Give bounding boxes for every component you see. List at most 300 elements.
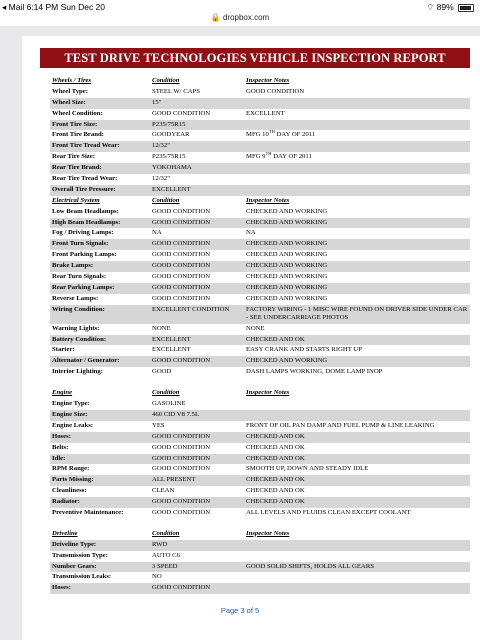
row-condition: GOOD CONDITION bbox=[152, 465, 211, 473]
row-label: Warning Lights: bbox=[52, 324, 100, 332]
row-notes: FRONT OF OIL PAN DAMP AND FUEL PUMP & LINE LEAKING bbox=[246, 421, 435, 429]
table-cell bbox=[152, 508, 246, 519]
row-notes: CHECKED AND WORKING bbox=[246, 251, 328, 259]
row-condition: GOOD bbox=[152, 368, 172, 376]
table-row bbox=[50, 163, 470, 174]
column-heading: Condition bbox=[152, 389, 180, 397]
row-notes: CHECKED AND OK bbox=[246, 487, 305, 495]
row-label: Fog / Driving Lamps: bbox=[52, 229, 114, 237]
row-condition: NONE bbox=[152, 324, 171, 332]
row-label: Interior Lighting: bbox=[52, 368, 103, 376]
table-cell bbox=[152, 228, 246, 239]
table-cell bbox=[52, 454, 152, 465]
row-notes: CHECKED AND WORKING bbox=[246, 218, 328, 226]
table-cell bbox=[52, 152, 152, 163]
row-condition: GOOD CONDITION bbox=[152, 251, 211, 259]
column-heading: Wheels / Tires bbox=[52, 77, 92, 84]
table-cell bbox=[52, 486, 152, 497]
row-condition: GOOD CONDITION bbox=[152, 262, 211, 270]
battery-fill bbox=[460, 6, 471, 10]
row-condition: P235/75R15 bbox=[152, 153, 186, 161]
table-cell bbox=[152, 562, 246, 573]
table-cell bbox=[246, 109, 470, 120]
table-row bbox=[50, 261, 470, 272]
table-cell bbox=[152, 109, 246, 120]
row-condition: 12/32" bbox=[152, 175, 170, 183]
row-notes: CHECKED AND WORKING bbox=[246, 273, 328, 281]
table-cell bbox=[152, 261, 246, 272]
row-condition: GOOD CONDITION bbox=[152, 357, 211, 365]
row-label: Transmission Leaks: bbox=[52, 573, 112, 581]
table-cell bbox=[246, 239, 470, 250]
row-notes: CHECKED AND WORKING bbox=[246, 283, 328, 291]
row-label: Rear Tire Size: bbox=[52, 153, 95, 161]
table-cell bbox=[52, 540, 152, 551]
table-cell bbox=[52, 497, 152, 508]
row-notes: CHECKED AND OK bbox=[246, 476, 305, 484]
page-indicator: Page 3 of 5 bbox=[220, 606, 260, 615]
table-row bbox=[50, 207, 470, 218]
row-label: Front Tire Size: bbox=[52, 120, 98, 128]
column-heading: Inspector Notes bbox=[246, 389, 290, 397]
row-condition: GOODYEAR bbox=[152, 131, 190, 139]
row-notes: ALL LEVELS AND FLUIDS CLEAN EXCEPT COOLANT bbox=[246, 508, 411, 516]
row-notes: EASY CRANK AND STARTS RIGHT UP bbox=[246, 346, 362, 354]
table-cell bbox=[246, 464, 470, 475]
row-condition: 460 CID V8 7.5L bbox=[152, 410, 200, 418]
row-notes: CHECKED AND WORKING bbox=[246, 357, 328, 365]
row-label: Battery Condition: bbox=[52, 335, 107, 343]
table-cell bbox=[52, 130, 152, 141]
table-row bbox=[50, 239, 470, 250]
row-label: RPM Range: bbox=[52, 465, 90, 473]
row-label: Alternator / Generator: bbox=[52, 357, 120, 365]
table-row bbox=[50, 324, 470, 335]
table-row bbox=[50, 87, 470, 98]
row-notes: NONE bbox=[246, 324, 265, 332]
table-cell bbox=[152, 486, 246, 497]
table-cell bbox=[246, 130, 470, 141]
table-cell bbox=[152, 464, 246, 475]
row-label: Starter: bbox=[52, 346, 75, 354]
table-row bbox=[50, 109, 470, 120]
table-row bbox=[50, 250, 470, 261]
table-row bbox=[50, 551, 470, 562]
row-notes: NA bbox=[246, 229, 256, 237]
table-cell bbox=[152, 324, 246, 335]
row-condition: GOOD CONDITION bbox=[152, 432, 211, 440]
table-row bbox=[50, 228, 470, 239]
table-cell bbox=[152, 551, 246, 562]
table-cell bbox=[52, 185, 152, 196]
row-label: Transmission Type: bbox=[52, 551, 108, 559]
table-cell bbox=[152, 443, 246, 454]
table-cell bbox=[152, 529, 246, 540]
table-cell bbox=[152, 335, 246, 346]
row-label: Overall Tire Pressure: bbox=[52, 185, 116, 193]
row-label: Front Turn Signals: bbox=[52, 240, 109, 248]
table-cell bbox=[52, 551, 152, 562]
row-label: Preventive Maintenance: bbox=[52, 508, 124, 516]
table-cell bbox=[52, 272, 152, 283]
row-notes: CHECKED AND OK bbox=[246, 443, 305, 451]
table-cell bbox=[152, 410, 246, 421]
table-cell bbox=[152, 239, 246, 250]
table-row bbox=[50, 272, 470, 283]
table-cell bbox=[52, 120, 152, 131]
row-condition: GOOD CONDITION bbox=[152, 508, 211, 516]
row-label: Front Tire Brand: bbox=[52, 131, 104, 139]
table-cell bbox=[52, 76, 152, 87]
table-cell bbox=[52, 356, 152, 367]
table-cell bbox=[52, 207, 152, 218]
table-row bbox=[50, 399, 470, 410]
row-label: Cleanliness: bbox=[52, 487, 87, 495]
table-cell bbox=[152, 583, 246, 594]
table-cell bbox=[246, 294, 470, 305]
row-label: Driveline Type: bbox=[52, 540, 97, 548]
table-cell bbox=[152, 76, 246, 87]
table-cell bbox=[152, 399, 246, 410]
row-label: Belts: bbox=[52, 443, 69, 451]
table-row bbox=[50, 410, 470, 421]
battery-icon bbox=[458, 4, 474, 12]
table-cell bbox=[246, 508, 470, 519]
column-heading: Condition bbox=[152, 529, 180, 537]
table-cell bbox=[246, 388, 470, 399]
table-cell bbox=[246, 562, 470, 573]
column-heading: Inspector Notes bbox=[246, 77, 290, 84]
table-cell bbox=[152, 306, 246, 315]
table-cell bbox=[152, 345, 246, 356]
table-cell bbox=[152, 294, 246, 305]
table-row bbox=[50, 305, 470, 324]
table-cell bbox=[152, 283, 246, 294]
table-cell bbox=[152, 572, 246, 583]
table-cell bbox=[52, 388, 152, 399]
row-notes: MFG 10TH DAY OF 2011 bbox=[246, 130, 316, 139]
table-row bbox=[50, 475, 470, 486]
table-cell bbox=[152, 475, 246, 486]
table-cell bbox=[246, 454, 470, 465]
table-cell bbox=[52, 464, 152, 475]
table-cell bbox=[52, 87, 152, 98]
section-header bbox=[50, 76, 470, 87]
table-cell bbox=[152, 120, 246, 131]
table-cell bbox=[152, 272, 246, 283]
table-cell bbox=[246, 207, 470, 218]
table-cell bbox=[246, 345, 470, 356]
table-row bbox=[50, 464, 470, 475]
table-row bbox=[50, 583, 470, 594]
table-row bbox=[50, 562, 470, 573]
table-cell bbox=[52, 98, 152, 109]
table-cell bbox=[52, 562, 152, 573]
row-condition: RWD bbox=[152, 540, 168, 548]
table-cell bbox=[152, 388, 246, 399]
table-cell bbox=[246, 272, 470, 283]
table-cell bbox=[246, 306, 470, 323]
table-cell bbox=[246, 443, 470, 454]
row-notes: CHECKED AND WORKING bbox=[246, 294, 328, 302]
table-row bbox=[50, 345, 470, 356]
row-label: Number Gears: bbox=[52, 562, 97, 570]
table-cell bbox=[52, 306, 152, 315]
table-cell bbox=[152, 141, 246, 152]
table-row bbox=[50, 454, 470, 465]
table-cell bbox=[52, 141, 152, 152]
table-cell bbox=[246, 324, 470, 335]
column-heading: Condition bbox=[152, 196, 180, 204]
row-condition: GOOD CONDITION bbox=[152, 283, 211, 291]
row-notes: EXCELLENT bbox=[246, 109, 285, 117]
table-row bbox=[50, 294, 470, 305]
row-condition: EXCELLENT bbox=[152, 335, 191, 343]
row-condition: GOOD CONDITION bbox=[152, 294, 211, 302]
row-condition: GOOD CONDITION bbox=[152, 584, 211, 592]
table-cell bbox=[52, 443, 152, 454]
table-cell bbox=[152, 207, 246, 218]
row-condition: YES bbox=[152, 421, 165, 429]
column-heading: Inspector Notes bbox=[246, 196, 290, 204]
row-label: Radiator: bbox=[52, 498, 80, 506]
table-cell bbox=[152, 98, 246, 109]
table-cell bbox=[152, 497, 246, 508]
row-condition: P235/75R15 bbox=[152, 120, 186, 128]
table-row bbox=[50, 432, 470, 443]
row-condition: STEEL W/ CAPS bbox=[152, 87, 200, 95]
row-condition: GOOD CONDITION bbox=[152, 454, 211, 462]
table-cell bbox=[52, 410, 152, 421]
address-bar[interactable] bbox=[0, 13, 480, 25]
table-cell bbox=[246, 367, 470, 378]
table-row bbox=[50, 486, 470, 497]
table-row bbox=[50, 572, 470, 583]
row-notes: DASH LAMPS WORKING, DOME LAMP INOP bbox=[246, 368, 383, 376]
report-title: TEST DRIVE TECHNOLOGIES VEHICLE INSPECTION REPORT bbox=[40, 48, 470, 68]
battery-percent: 89% bbox=[436, 2, 454, 12]
row-label: Rear Tire Tread Wear: bbox=[52, 175, 118, 183]
inspection-table bbox=[50, 76, 470, 594]
row-label: Front Parking Lamps: bbox=[52, 251, 117, 259]
table-cell bbox=[246, 421, 470, 432]
table-cell bbox=[52, 421, 152, 432]
table-row bbox=[50, 98, 470, 109]
row-condition: EXCELLENT CONDITION bbox=[152, 305, 230, 313]
table-row bbox=[50, 497, 470, 508]
row-label: Rear Turn Signals: bbox=[52, 273, 107, 281]
row-notes: MFG 9TH DAY OF 2011 bbox=[246, 152, 312, 161]
row-label: Rear Parking Lamps: bbox=[52, 283, 115, 291]
table-cell bbox=[52, 163, 152, 174]
row-condition: EXCELLENT bbox=[152, 185, 191, 193]
table-row bbox=[50, 283, 470, 294]
row-condition: NO bbox=[152, 573, 162, 581]
table-cell bbox=[246, 76, 470, 87]
table-cell bbox=[152, 421, 246, 432]
section-header bbox=[50, 529, 470, 540]
row-label: Brake Lamps: bbox=[52, 262, 94, 270]
table-cell bbox=[52, 174, 152, 185]
url-text: dropbox.com bbox=[222, 13, 270, 22]
table-cell bbox=[246, 486, 470, 497]
row-label: Parts Missing: bbox=[52, 476, 94, 484]
row-label: Reverse Lamps: bbox=[52, 294, 99, 302]
row-condition: GOOD CONDITION bbox=[152, 207, 211, 215]
row-notes: CHECKED AND WORKING bbox=[246, 240, 328, 248]
table-cell bbox=[152, 174, 246, 185]
table-cell bbox=[246, 497, 470, 508]
row-condition: NA bbox=[152, 229, 162, 237]
row-condition: 3 SPEED bbox=[152, 562, 178, 570]
section-spacer bbox=[50, 519, 470, 529]
status-right bbox=[426, 2, 474, 13]
row-label: Idle: bbox=[52, 454, 66, 462]
table-cell bbox=[52, 250, 152, 261]
table-cell bbox=[246, 432, 470, 443]
table-cell bbox=[52, 432, 152, 443]
row-label: Low Beam Headlamps: bbox=[52, 207, 119, 215]
section-header bbox=[50, 388, 470, 399]
row-notes: CHECKED AND OK bbox=[246, 454, 305, 462]
row-label: Engine Type: bbox=[52, 400, 90, 408]
table-cell bbox=[52, 261, 152, 272]
table-cell bbox=[52, 196, 152, 207]
row-label: Front Tire Tread Wear: bbox=[52, 142, 120, 150]
table-cell bbox=[52, 283, 152, 294]
table-row bbox=[50, 540, 470, 551]
row-notes: CHECKED AND WORKING bbox=[246, 207, 328, 215]
row-notes: GOOD CONDITION bbox=[246, 87, 305, 95]
row-condition: ALL PRESENT bbox=[152, 476, 196, 484]
table-cell bbox=[152, 454, 246, 465]
row-label: Engine Size: bbox=[52, 410, 88, 418]
table-cell bbox=[52, 239, 152, 250]
status-left: ◂ Mail 6:14 PM Sun Dec 20 bbox=[2, 2, 106, 12]
table-cell bbox=[152, 185, 246, 196]
row-label: Wiring Condition: bbox=[52, 305, 105, 313]
table-row bbox=[50, 335, 470, 346]
column-heading: Electrical System bbox=[52, 196, 100, 204]
row-label: Hoses: bbox=[52, 432, 71, 440]
row-label: Wheel Type: bbox=[52, 87, 88, 95]
table-row bbox=[50, 508, 470, 519]
table-cell bbox=[52, 583, 152, 594]
table-cell bbox=[246, 87, 470, 98]
section-header bbox=[50, 196, 470, 207]
row-condition: EXCELLENT bbox=[152, 346, 191, 354]
table-row bbox=[50, 443, 470, 454]
table-row bbox=[50, 421, 470, 432]
table-cell bbox=[246, 218, 470, 229]
row-condition: AUTO C6 bbox=[152, 551, 180, 559]
row-condition: CLEAN bbox=[152, 487, 175, 495]
table-cell bbox=[246, 196, 470, 207]
table-cell bbox=[246, 228, 470, 239]
table-cell bbox=[246, 356, 470, 367]
table-cell bbox=[152, 163, 246, 174]
table-cell bbox=[152, 432, 246, 443]
table-cell bbox=[246, 250, 470, 261]
table-cell bbox=[246, 152, 470, 163]
row-notes: GOOD SOLID SHIFTS, HOLDS ALL GEARS bbox=[246, 562, 374, 570]
table-cell bbox=[152, 87, 246, 98]
row-label: Engine Leaks: bbox=[52, 421, 94, 429]
row-condition: 15" bbox=[152, 98, 162, 106]
table-row bbox=[50, 120, 470, 131]
table-cell bbox=[152, 356, 246, 367]
row-condition: GOOD CONDITION bbox=[152, 218, 211, 226]
row-condition: GASOLINE bbox=[152, 400, 186, 408]
table-cell bbox=[152, 152, 246, 163]
section-spacer bbox=[50, 378, 470, 388]
lock-icon: 🔒 bbox=[210, 13, 221, 22]
table-cell bbox=[246, 529, 470, 540]
row-label: Hoses: bbox=[52, 584, 71, 592]
table-cell bbox=[52, 572, 152, 583]
row-label: High Beam Headlamps: bbox=[52, 218, 121, 226]
table-row bbox=[50, 185, 470, 196]
column-heading: Condition bbox=[152, 77, 180, 84]
table-cell bbox=[152, 367, 246, 378]
table-cell bbox=[152, 250, 246, 261]
table-cell bbox=[246, 261, 470, 272]
row-condition: GOOD CONDITION bbox=[152, 273, 211, 281]
wifi-icon: ⌔ bbox=[426, 2, 435, 12]
table-row bbox=[50, 152, 470, 163]
table-cell bbox=[52, 335, 152, 346]
table-cell bbox=[52, 345, 152, 356]
row-notes: CHECKED AND OK bbox=[246, 335, 305, 343]
row-label: Rear Tire Brand: bbox=[52, 164, 102, 172]
row-condition: YOKOHAMA bbox=[152, 164, 192, 172]
table-cell bbox=[152, 218, 246, 229]
row-notes: FACTORY WIRING - 1 MISC WIRE FOUND ON DRIVER SIDE UNDER CAR - SEE UNDERCARRIAGE PHOTOS bbox=[246, 305, 468, 322]
row-condition: 12/32" bbox=[152, 142, 170, 150]
table-row bbox=[50, 356, 470, 367]
column-heading: Driveline bbox=[52, 529, 78, 537]
row-notes: CHECKED AND OK bbox=[246, 432, 305, 440]
table-cell bbox=[52, 294, 152, 305]
table-cell bbox=[52, 218, 152, 229]
row-label: Wheel Condition: bbox=[52, 109, 103, 117]
column-heading: Inspector Notes bbox=[246, 529, 290, 537]
status-bar bbox=[0, 0, 480, 14]
table-row bbox=[50, 367, 470, 378]
row-condition: GOOD CONDITION bbox=[152, 240, 211, 248]
row-notes: CHECKED AND WORKING bbox=[246, 262, 328, 270]
table-cell bbox=[246, 335, 470, 346]
column-heading: Engine bbox=[52, 389, 73, 397]
table-cell bbox=[52, 228, 152, 239]
row-label: Wheel Size: bbox=[52, 98, 86, 106]
table-cell bbox=[52, 475, 152, 486]
table-row bbox=[50, 218, 470, 229]
table-cell bbox=[52, 367, 152, 378]
table-cell bbox=[246, 283, 470, 294]
table-cell bbox=[52, 324, 152, 335]
row-condition: GOOD CONDITION bbox=[152, 498, 211, 506]
table-row bbox=[50, 141, 470, 152]
table-cell bbox=[52, 508, 152, 519]
table-cell bbox=[52, 399, 152, 410]
row-condition: GOOD CONDITION bbox=[152, 109, 211, 117]
row-notes: SMOOTH UP, DOWN AND STEADY IDLE bbox=[246, 465, 369, 473]
row-condition: GOOD CONDITION bbox=[152, 443, 211, 451]
table-cell bbox=[246, 475, 470, 486]
table-cell bbox=[52, 529, 152, 540]
table-cell bbox=[152, 130, 246, 141]
